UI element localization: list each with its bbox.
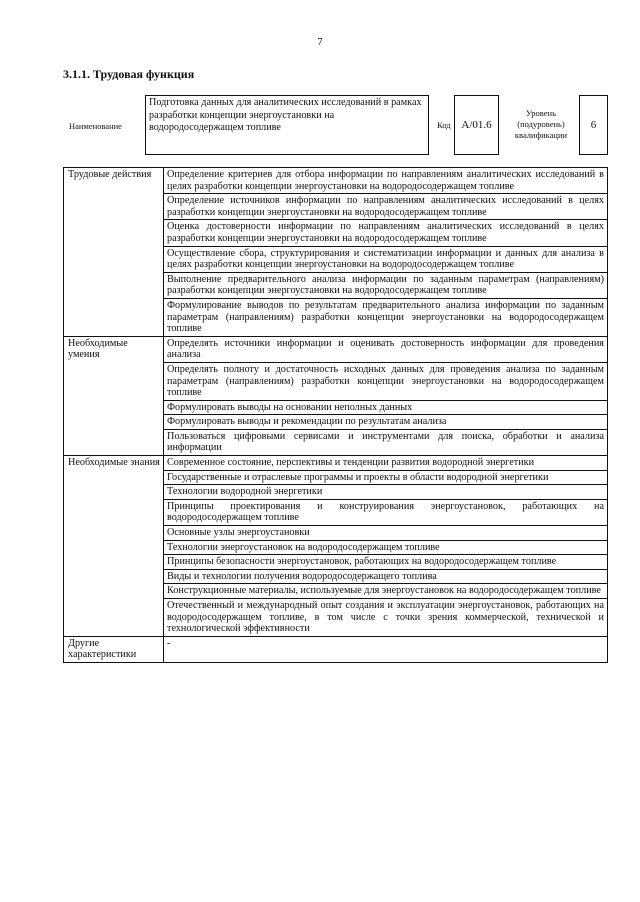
name-label: Наименование (69, 121, 122, 131)
table-row (64, 336, 608, 362)
code-label: Код (437, 120, 451, 130)
function-code: A/01.6 (454, 95, 499, 155)
section-item: Государственные и отраслевые программы и проекты в области водородной энергетики (164, 470, 608, 485)
section-heading: Необходимые умения (64, 336, 164, 455)
section-item: Определять полноту и достаточность исходных данных для проведения анализа по заданным параметрам (направлениям) разработки концепции энергоустановки на водородосодержащем топливе (164, 362, 608, 400)
section-item: Определение источников информации по направлениям аналитических исследований в целях разработки концепции энергоустановки на водородосодержащем топливе (164, 194, 608, 220)
section-item: Оценка достоверности информации по направлениям аналитических исследований в целях разработки концепции энергоустановки на водородосодержащем топливе (164, 220, 608, 246)
section-item: Технологии энергоустановок на водородосодержащем топливе (164, 540, 608, 555)
section-heading: Другие характеристики (64, 636, 164, 662)
section-item: Пользоваться цифровыми сервисами и инструментами для поиска, обработки и анализа информации (164, 429, 608, 455)
table-row (64, 636, 608, 662)
table-row (64, 168, 608, 194)
section-item: Принципы безопасности энергоустановок, работающих на водородосодержащем топливе (164, 555, 608, 570)
function-header (63, 95, 608, 155)
section-item: Конструкционные материалы, используемые для энергоустановок на водородосодержащем топливе (164, 584, 608, 599)
section-item: Формулировать выводы и рекомендации по результатам анализа (164, 415, 608, 430)
page-number: 7 (317, 36, 323, 48)
section-item: Формулировать выводы на основании неполных данных (164, 400, 608, 415)
section-item: Виды и технологии получения водородосодержащего топлива (164, 569, 608, 584)
section-item: - (164, 636, 608, 662)
section-title: 3.1.1. Трудовая функция (63, 67, 195, 81)
qualification-level: 6 (579, 95, 608, 155)
table-row (64, 456, 608, 471)
section-item: Осуществление сбора, структурирования и систематизации информации и данных для анализа в целях разработки концепции энергоустановки на водородосодержащем топливе (164, 246, 608, 272)
section-item: Выполнение предварительного анализа информации по заданным параметрам (направлениям) разработки концепции энергоустановки на водородосодержащем топливе (164, 272, 608, 298)
level-label: Уровень (подуровень) квалификации (514, 108, 568, 140)
function-name: Подготовка данных для аналитических исследований в рамках разработки концепции энергоустановки на водородосодержащем топливе (145, 95, 429, 155)
section-item: Отечественный и международный опыт создания и эксплуатации энергоустановок, работающих на водородосодержащем топливе, в том числе с точки зрения коммерческой, технической и технологической эффективности (164, 599, 608, 637)
section-item: Определение критериев для отбора информации по направлениям аналитических исследований в целях разработки концепции энергоустановки на водородосодержащем топливе (164, 168, 608, 194)
function-table (63, 167, 608, 663)
section-item: Основные узлы энергоустановки (164, 526, 608, 541)
section-item: Современное состояние, перспективы и тенденции развития водородной энергетики (164, 456, 608, 471)
section-item: Формулирование выводов по результатам предварительного анализа информации по заданным параметрам (направлениям) разработки концепции энергоустановки на водородосодержащем топливе (164, 298, 608, 336)
section-item: Определять источники информации и оценивать достоверность информации для проведения анализа (164, 336, 608, 362)
section-item: Технологии водородной энергетики (164, 485, 608, 500)
section-item: Принципы проектирования и конструирования энергоустановок, работающих на водородосодержащем топливе (164, 499, 608, 525)
section-heading: Трудовые действия (64, 168, 164, 337)
section-heading: Необходимые знания (64, 456, 164, 637)
